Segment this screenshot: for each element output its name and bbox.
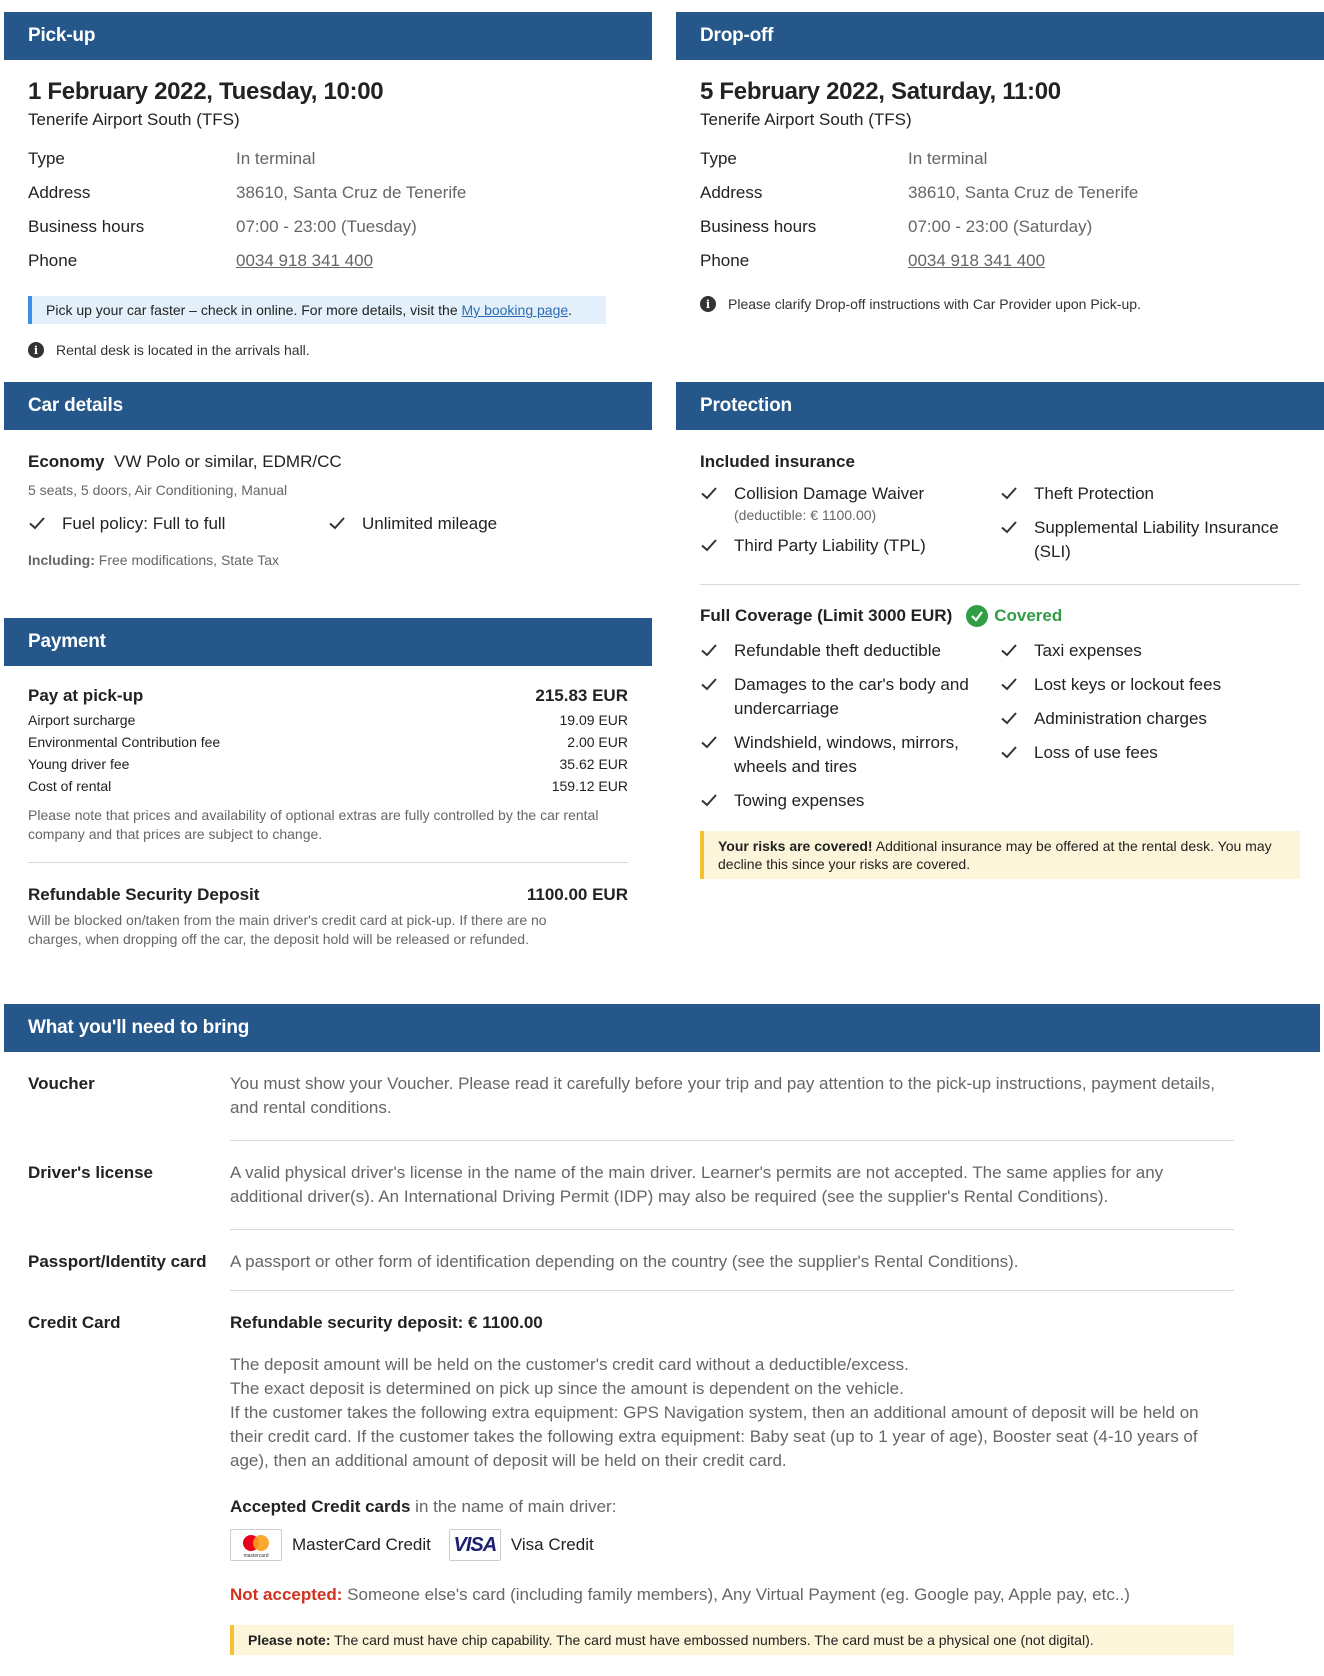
accepted-bold: Accepted Credit cards	[230, 1497, 411, 1516]
deposit-line: The exact deposit is determined on pick up since the amount is dependent on the vehicle.	[230, 1379, 904, 1398]
check-icon	[700, 675, 718, 693]
car-details-header: Car details	[4, 382, 652, 430]
pickup-hours-value: 07:00 - 23:00 (Tuesday)	[236, 217, 417, 236]
not-accepted-label: Not accepted:	[230, 1585, 343, 1604]
pay-at-pickup-label: Pay at pick-up	[28, 686, 144, 705]
checkin-end: .	[568, 302, 573, 318]
pickup-section	[4, 12, 652, 358]
car-title	[28, 452, 628, 472]
including	[28, 552, 628, 568]
included-insurance-title: Included insurance	[700, 452, 855, 471]
dropoff-note-text: Please clarify Drop-off instructions with Car Provider upon Pick-up.	[728, 296, 1141, 312]
not-accepted	[230, 1583, 1234, 1607]
coverage-item-text: Damages to the car's body and undercarriage	[734, 675, 969, 718]
accepted-rest: in the name of main driver:	[410, 1497, 617, 1516]
dropoff-row-hours	[700, 216, 1300, 238]
check-icon	[700, 536, 718, 554]
check-icon	[700, 484, 718, 502]
payment-line	[28, 712, 628, 728]
coverage-item	[1000, 741, 1300, 765]
coverage-item-text: Towing expenses	[734, 791, 865, 810]
car-category: Economy	[28, 452, 105, 471]
payment-line-label: Airport surcharge	[28, 712, 136, 728]
dropoff-type-value: In terminal	[908, 149, 988, 168]
passport-text: A passport or other form of identification depending on the country (see the supplier's Rental Conditions).	[230, 1252, 1019, 1271]
pay-at-pickup-total: 215.83 EUR	[535, 686, 628, 705]
pickup-header: Pick-up	[4, 12, 652, 60]
risks-covered-note	[700, 831, 1300, 879]
coverage-item	[1000, 639, 1300, 663]
payment-line-label: Cost of rental	[28, 778, 112, 794]
coverage-item	[700, 731, 1000, 779]
full-coverage-title: Full Coverage (Limit 3000 EUR)	[700, 606, 953, 625]
dropoff-row-address	[700, 182, 1300, 204]
bring-section	[4, 1004, 1320, 1655]
pickup-address-value: 38610, Santa Cruz de Tenerife	[236, 183, 467, 202]
cdw-deductible: (deductible: € 1100.00)	[734, 507, 877, 523]
coverage-item-text: Refundable theft deductible	[734, 641, 941, 660]
check-icon	[1000, 709, 1018, 727]
car-specs: 5 seats, 5 doors, Air Conditioning, Manual	[28, 482, 288, 498]
accepted-cards-title	[230, 1495, 1234, 1519]
deposit-note: Will be blocked on/taken from the main driver's credit card at pick-up. If there are no charges, when dropping off the car, the deposit hold will be released or refunded.	[28, 912, 547, 947]
fuel-policy	[28, 512, 328, 536]
car-features	[28, 502, 628, 536]
credit-card-label: Credit Card	[28, 1313, 121, 1332]
payment-line-value: 19.09 EUR	[559, 712, 628, 728]
pickup-row-hours	[28, 216, 628, 238]
car-model: VW Polo or similar, EDMR/CC	[113, 452, 342, 471]
unlimited-mileage	[328, 512, 628, 536]
insurance-item	[700, 534, 1000, 558]
my-booking-link[interactable]: My booking page	[461, 302, 569, 318]
payment-line-value: 159.12 EUR	[551, 778, 628, 794]
covered-check-icon	[966, 605, 988, 627]
full-coverage-list	[700, 629, 1300, 813]
credit-card-row	[28, 1311, 1296, 1655]
dropoff-hours-value: 07:00 - 23:00 (Saturday)	[908, 217, 1093, 236]
deposit-lines	[230, 1353, 1234, 1473]
check-icon	[328, 514, 346, 532]
coverage-item	[1000, 707, 1300, 731]
included-insurance-list	[700, 472, 1300, 564]
pickup-phone-label: Phone	[28, 251, 78, 270]
full-left	[700, 629, 1000, 813]
license-text: A valid physical driver's license in the name of the main driver. Learner's permits are not accepted. The same applies for any additional driver(s). An International Driving Permit (IDP) may also be required (see the supplier's Rental Conditions).	[230, 1163, 1164, 1206]
deposit-title: Refundable security deposit: € 1100.00	[230, 1313, 543, 1332]
pickup-hours-label: Business hours	[28, 217, 145, 236]
bring-divider	[230, 1229, 1234, 1230]
passport-label: Passport/Identity card	[28, 1252, 207, 1271]
coverage-item	[700, 639, 1000, 663]
visa-logo-text: VISA	[453, 1534, 497, 1556]
fuel-policy-text: Fuel policy: Full to full	[62, 514, 226, 533]
dropoff-section	[676, 12, 1324, 312]
included-left	[700, 472, 1000, 564]
dropoff-row-phone	[700, 250, 1300, 272]
passport-row	[28, 1250, 1296, 1274]
pay-at-pickup-row	[28, 686, 628, 706]
mastercard-logo	[230, 1529, 282, 1561]
mastercard-logo-text: mastercard	[243, 1553, 269, 1559]
coverage-item-text: Windshield, windows, mirrors, wheels and tires	[734, 733, 959, 776]
protection-header: Protection	[676, 382, 1324, 430]
unlimited-mileage-text: Unlimited mileage	[362, 514, 498, 533]
not-accepted-text: Someone else's card (including family members), Any Virtual Payment (eg. Google pay, Apple pay, etc..)	[342, 1585, 1130, 1604]
payment-section	[4, 618, 652, 949]
check-icon	[1000, 484, 1018, 502]
pickup-row-address	[28, 182, 628, 204]
card-note-bold: Please note:	[248, 1632, 331, 1648]
card-note	[230, 1625, 1234, 1655]
coverage-item-text: Administration charges	[1034, 709, 1207, 728]
check-icon	[1000, 675, 1018, 693]
dropoff-note	[700, 296, 1300, 312]
payment-line	[28, 734, 628, 750]
deposit-line: If the customer takes the following extra equipment: GPS Navigation system, then an additional amount of deposit will be held on their credit card. If the customer takes the following extra equipment: Baby seat (up to 1 year of age), Booster seat (4-10 years of age), then an additional amount of deposit will be held on their credit card.	[230, 1403, 1199, 1470]
payment-line-label: Environmental Contribution fee	[28, 734, 221, 750]
full-right	[1000, 629, 1300, 813]
included-right	[1000, 472, 1300, 564]
dropoff-datetime: 5 February 2022, Saturday, 11:00	[700, 78, 1061, 105]
check-icon	[700, 733, 718, 751]
bring-divider	[230, 1290, 1234, 1291]
checkin-text: Pick up your car faster – check in online. For more details, visit the	[46, 302, 462, 318]
dropoff-address-value: 38610, Santa Cruz de Tenerife	[908, 183, 1139, 202]
accepted-cards	[230, 1529, 1234, 1561]
including-label: Including:	[28, 552, 95, 568]
credit-card-details	[230, 1311, 1234, 1655]
check-icon	[1000, 641, 1018, 659]
cdw-label: Collision Damage Waiver	[734, 484, 925, 503]
insurance-item	[1000, 482, 1300, 506]
deposit-row	[28, 885, 628, 905]
checkin-banner	[28, 296, 606, 324]
deposit-value: 1100.00 EUR	[526, 885, 628, 904]
payment-line-value: 2.00 EUR	[567, 734, 628, 750]
voucher-label: Voucher	[28, 1074, 95, 1093]
visa-logo	[449, 1529, 501, 1561]
check-icon	[1000, 743, 1018, 761]
coverage-item-text: Lost keys or lockout fees	[1034, 675, 1222, 694]
dropoff-row-type	[700, 148, 1300, 170]
pickup-row-phone	[28, 250, 628, 272]
deposit-line: The deposit amount will be held on the customer's credit card without a deductible/excess.	[230, 1355, 909, 1374]
license-label: Driver's license	[28, 1163, 154, 1182]
coverage-item	[1000, 673, 1300, 697]
insurance-item	[1000, 516, 1300, 564]
deposit-label: Refundable Security Deposit	[28, 885, 260, 904]
payment-line	[28, 778, 628, 794]
coverage-item	[700, 789, 1000, 813]
dropoff-address-label: Address	[700, 183, 763, 202]
protection-section	[676, 382, 1324, 879]
voucher-text: You must show your Voucher. Please read it carefully before your trip and pay attention to the pick-up instructions, payment details, and rental conditions.	[230, 1074, 1215, 1117]
card2-name: Visa Credit	[510, 1535, 594, 1554]
dropoff-header: Drop-off	[676, 12, 1324, 60]
full-coverage-title-row	[700, 605, 1300, 627]
payment-header: Payment	[4, 618, 652, 666]
card-note-text: The card must have chip capability. The card must have embossed numbers. The card must be a physical one (not digital).	[330, 1632, 1094, 1648]
desk-note-text: Rental desk is located in the arrivals hall.	[56, 342, 310, 358]
pickup-datetime: 1 February 2022, Tuesday, 10:00	[28, 78, 384, 105]
pickup-type-label: Type	[28, 149, 65, 168]
covered-badge	[966, 605, 1062, 627]
payment-line-label: Young driver fee	[28, 756, 130, 772]
check-icon	[28, 514, 46, 532]
pickup-address-label: Address	[28, 183, 91, 202]
coverage-item-text: Loss of use fees	[1034, 743, 1158, 762]
info-icon: i	[700, 296, 716, 312]
dropoff-phone-label: Phone	[700, 251, 750, 270]
risks-text: Additional insurance may be offered at the rental desk. You may decline this since your risks are covered.	[718, 838, 1272, 872]
desk-note	[28, 342, 628, 358]
dropoff-hours-label: Business hours	[700, 217, 817, 236]
pickup-row-type	[28, 148, 628, 170]
coverage-item	[700, 673, 1000, 721]
pickup-type-value: In terminal	[236, 149, 316, 168]
insurance-item-text	[734, 482, 924, 524]
payment-line-value: 35.62 EUR	[559, 756, 628, 772]
tpl-label: Third Party Liability (TPL)	[734, 536, 926, 555]
dropoff-location: Tenerife Airport South (TFS)	[700, 110, 912, 129]
bring-header: What you'll need to bring	[4, 1004, 1320, 1052]
voucher-row	[28, 1072, 1296, 1120]
check-icon	[1000, 518, 1018, 536]
license-row	[28, 1161, 1296, 1209]
dropoff-phone-link[interactable]: 0034 918 341 400	[908, 251, 1046, 270]
payment-note: Please note that prices and availability of optional extras are fully controlled by the car rental company and that prices are subject to change.	[28, 807, 599, 842]
insurance-item	[700, 482, 1000, 524]
payment-line	[28, 756, 628, 772]
car-details-section	[4, 382, 652, 568]
info-icon: i	[28, 342, 44, 358]
protection-divider	[700, 584, 1300, 585]
bring-divider	[230, 1140, 1234, 1141]
card1-name: MasterCard Credit	[292, 1535, 431, 1554]
covered-text: Covered	[994, 606, 1063, 625]
check-icon	[700, 791, 718, 809]
pickup-phone-link[interactable]: 0034 918 341 400	[236, 251, 374, 270]
theft-protection-label: Theft Protection	[1034, 484, 1155, 503]
pickup-location: Tenerife Airport South (TFS)	[28, 110, 240, 129]
dropoff-type-label: Type	[700, 149, 737, 168]
payment-divider	[28, 862, 628, 863]
check-icon	[700, 641, 718, 659]
including-value: Free modifications, State Tax	[98, 552, 280, 568]
coverage-item-text: Taxi expenses	[1034, 641, 1142, 660]
sli-label: Supplemental Liability Insurance (SLI)	[1034, 518, 1279, 561]
risks-bold: Your risks are covered!	[718, 838, 873, 854]
